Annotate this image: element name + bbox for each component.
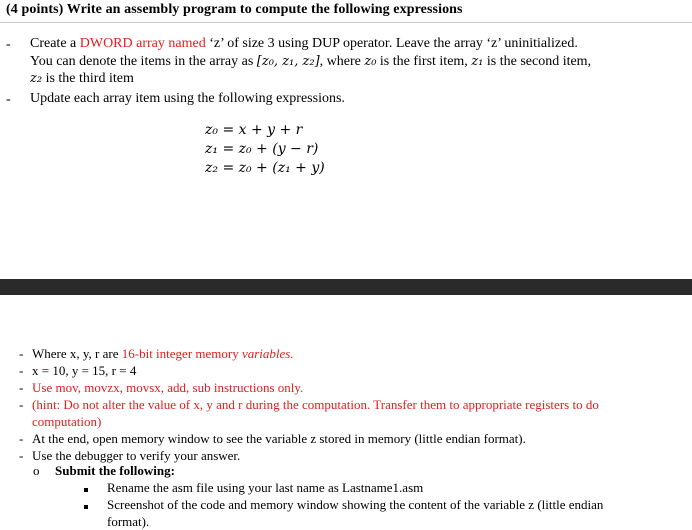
- list-dash: -: [6, 92, 11, 107]
- text-run: computation): [32, 414, 102, 429]
- highlight-text: DWORD array named: [79, 36, 206, 51]
- requirement-item: [19, 396, 599, 413]
- submit-item-text: format).: [107, 514, 150, 529]
- math-symbol: z₂: [30, 71, 43, 86]
- equation-z0: z₀ = x + y + r: [205, 122, 303, 138]
- page-title: (4 points) Write an assembly program to compute the following expressions: [6, 2, 463, 17]
- text-run: Use mov, movzx, movsx, add, sub instructions only.: [32, 380, 304, 395]
- list-item-create-array: [30, 35, 591, 88]
- list-dash: -: [6, 37, 11, 52]
- square-bullet-icon: [84, 505, 88, 509]
- title-divider: [0, 22, 692, 23]
- list-item-update: Update each array item using the following expressions.: [30, 91, 345, 106]
- requirement-item: [19, 430, 599, 447]
- submit-item-text: Rename the asm file using your last name as Lastname1.asm: [107, 480, 424, 495]
- text-run: is the third item: [42, 71, 134, 86]
- equation-z1: z₁ = z₀ + (y − r): [205, 141, 319, 157]
- line-3: [30, 70, 591, 88]
- submit-heading: [33, 462, 175, 479]
- array-notation: [z₀, z₁, z₂]: [256, 53, 320, 69]
- square-bullet-icon: [84, 488, 88, 492]
- requirement-item: [19, 379, 599, 396]
- math-symbol: z₀: [364, 53, 377, 69]
- text-run: 16-bit integer memory: [121, 346, 242, 361]
- text-run: variables.: [241, 346, 294, 361]
- list-dash: -: [19, 448, 24, 463]
- submit-item: [84, 479, 603, 496]
- list-dash: -: [19, 397, 24, 412]
- requirement-item: [19, 345, 599, 362]
- requirements-list: [19, 345, 599, 464]
- list-dash: -: [19, 363, 24, 378]
- list-dash: -: [19, 431, 24, 446]
- section-divider-bar: [0, 279, 692, 295]
- line-1: [30, 35, 591, 53]
- text-run: ‘z’ of size 3 using DUP operator. Leave the array ‘z’ uninitialized.: [205, 36, 578, 51]
- submit-item-continued: [84, 513, 603, 530]
- text-run: Use the debugger to verify your answer.: [32, 448, 241, 463]
- text-run: (hint: Do not alter the value of x, y and r during the computation. Transfer them to appropriate registers to do: [32, 397, 599, 412]
- submit-item: [84, 496, 603, 513]
- equation-z2: z₂ = z₀ + (z₁ + y): [205, 160, 325, 176]
- requirement-item: [19, 413, 599, 430]
- text-run: Where x, y, r are: [32, 346, 122, 361]
- text-run: You can denote the items in the array as: [30, 53, 257, 69]
- submit-item-text: Screenshot of the code and memory window showing the content of the variable z (little endian: [107, 497, 604, 512]
- text-run: Create a: [30, 36, 80, 51]
- text-run: is the first item,: [376, 53, 472, 69]
- text-run: x = 10, y = 15, r = 4: [32, 363, 137, 378]
- text-run: is the second item,: [483, 53, 592, 69]
- submit-list: [84, 479, 603, 530]
- line-2: [30, 53, 591, 71]
- submit-label: Submit the following:: [55, 463, 175, 478]
- list-dash: -: [19, 346, 24, 361]
- math-symbol: z₁: [471, 53, 484, 69]
- list-dash: -: [19, 380, 24, 395]
- text-run: , where: [319, 53, 365, 69]
- requirement-item: [19, 362, 599, 379]
- circle-bullet-icon: o: [33, 463, 40, 478]
- text-run: At the end, open memory window to see the variable z stored in memory (little endian format).: [32, 431, 526, 446]
